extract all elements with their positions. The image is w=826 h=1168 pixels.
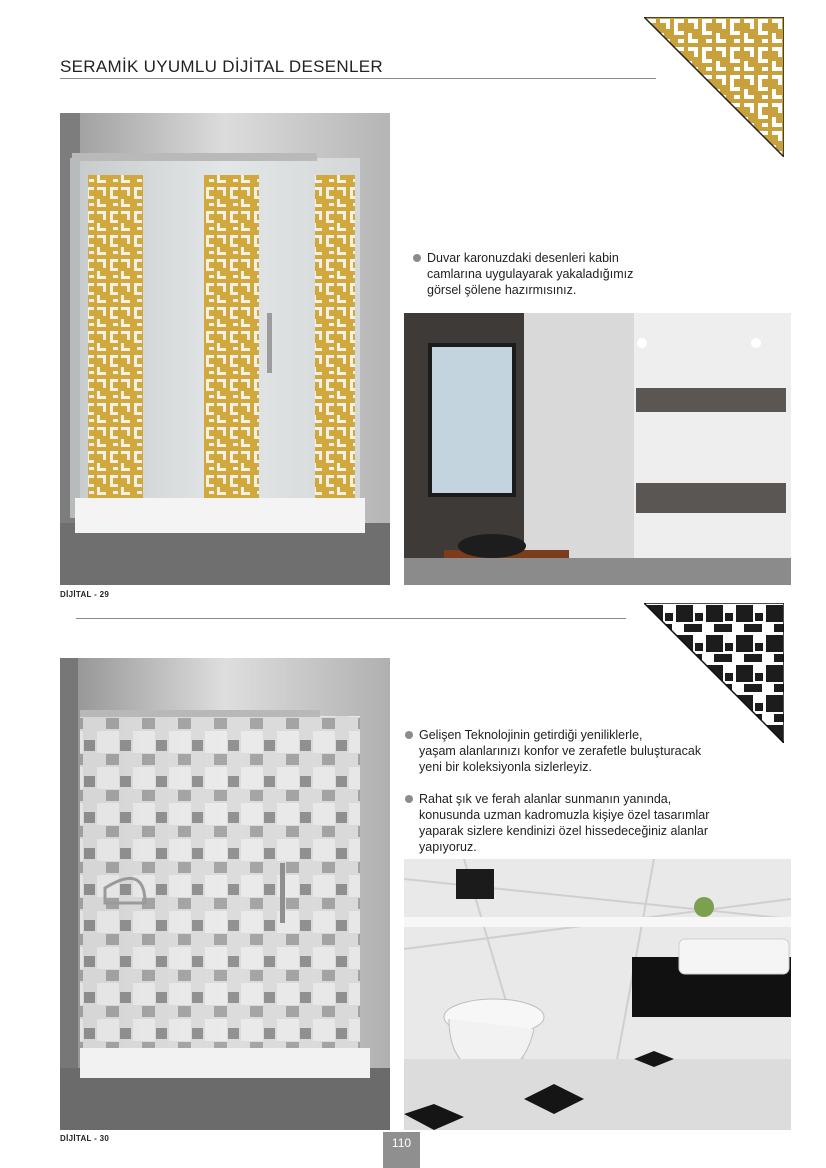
page-number: 110 <box>383 1132 420 1168</box>
bathroom-mirror-photo <box>404 313 791 585</box>
bullet-dot <box>405 731 413 739</box>
marble-bathroom-photo <box>404 859 791 1130</box>
bullet-text: Gelişen Teknolojinin getirdiği yeniliklerle, yaşam alanlarınızı konfor ve zerafetle buluşturacak yeni bir koleksiyonla sizlerleyiz. <box>419 728 702 774</box>
bullet-text: Rahat şık ve ferah alanlar sunmanın yanında, konusunda uzman kadromuzla kişiye özel tasarımlar yaparak sizlere kendinizi özel hissedeceğiniz alanlar yapıyoruz. <box>419 792 710 854</box>
section-divider <box>76 618 626 619</box>
shower-cabin-photo-gold <box>60 113 390 585</box>
gold-pattern-corner <box>644 17 784 157</box>
bullet-dot <box>405 795 413 803</box>
bullet-text: Duvar karonuzdaki desenleri kabin camlarına uygulayarak yakaladığımız görsel şölene hazırmısınız. <box>427 251 634 297</box>
page-title: SERAMİK UYUMLU DİJİTAL DESENLER <box>60 57 383 76</box>
caption-digital-30: DİJİTAL - 30 <box>60 1134 110 1143</box>
caption-digital-29: DİJİTAL - 29 <box>60 590 110 599</box>
shower-cabin-photo-blocks <box>60 658 390 1130</box>
black-pattern-corner <box>644 603 784 743</box>
header-divider <box>60 78 656 79</box>
bullet-item <box>413 250 793 310</box>
bullet-dot <box>413 254 421 262</box>
bullet-item <box>405 791 805 859</box>
bullet-item <box>405 727 805 779</box>
